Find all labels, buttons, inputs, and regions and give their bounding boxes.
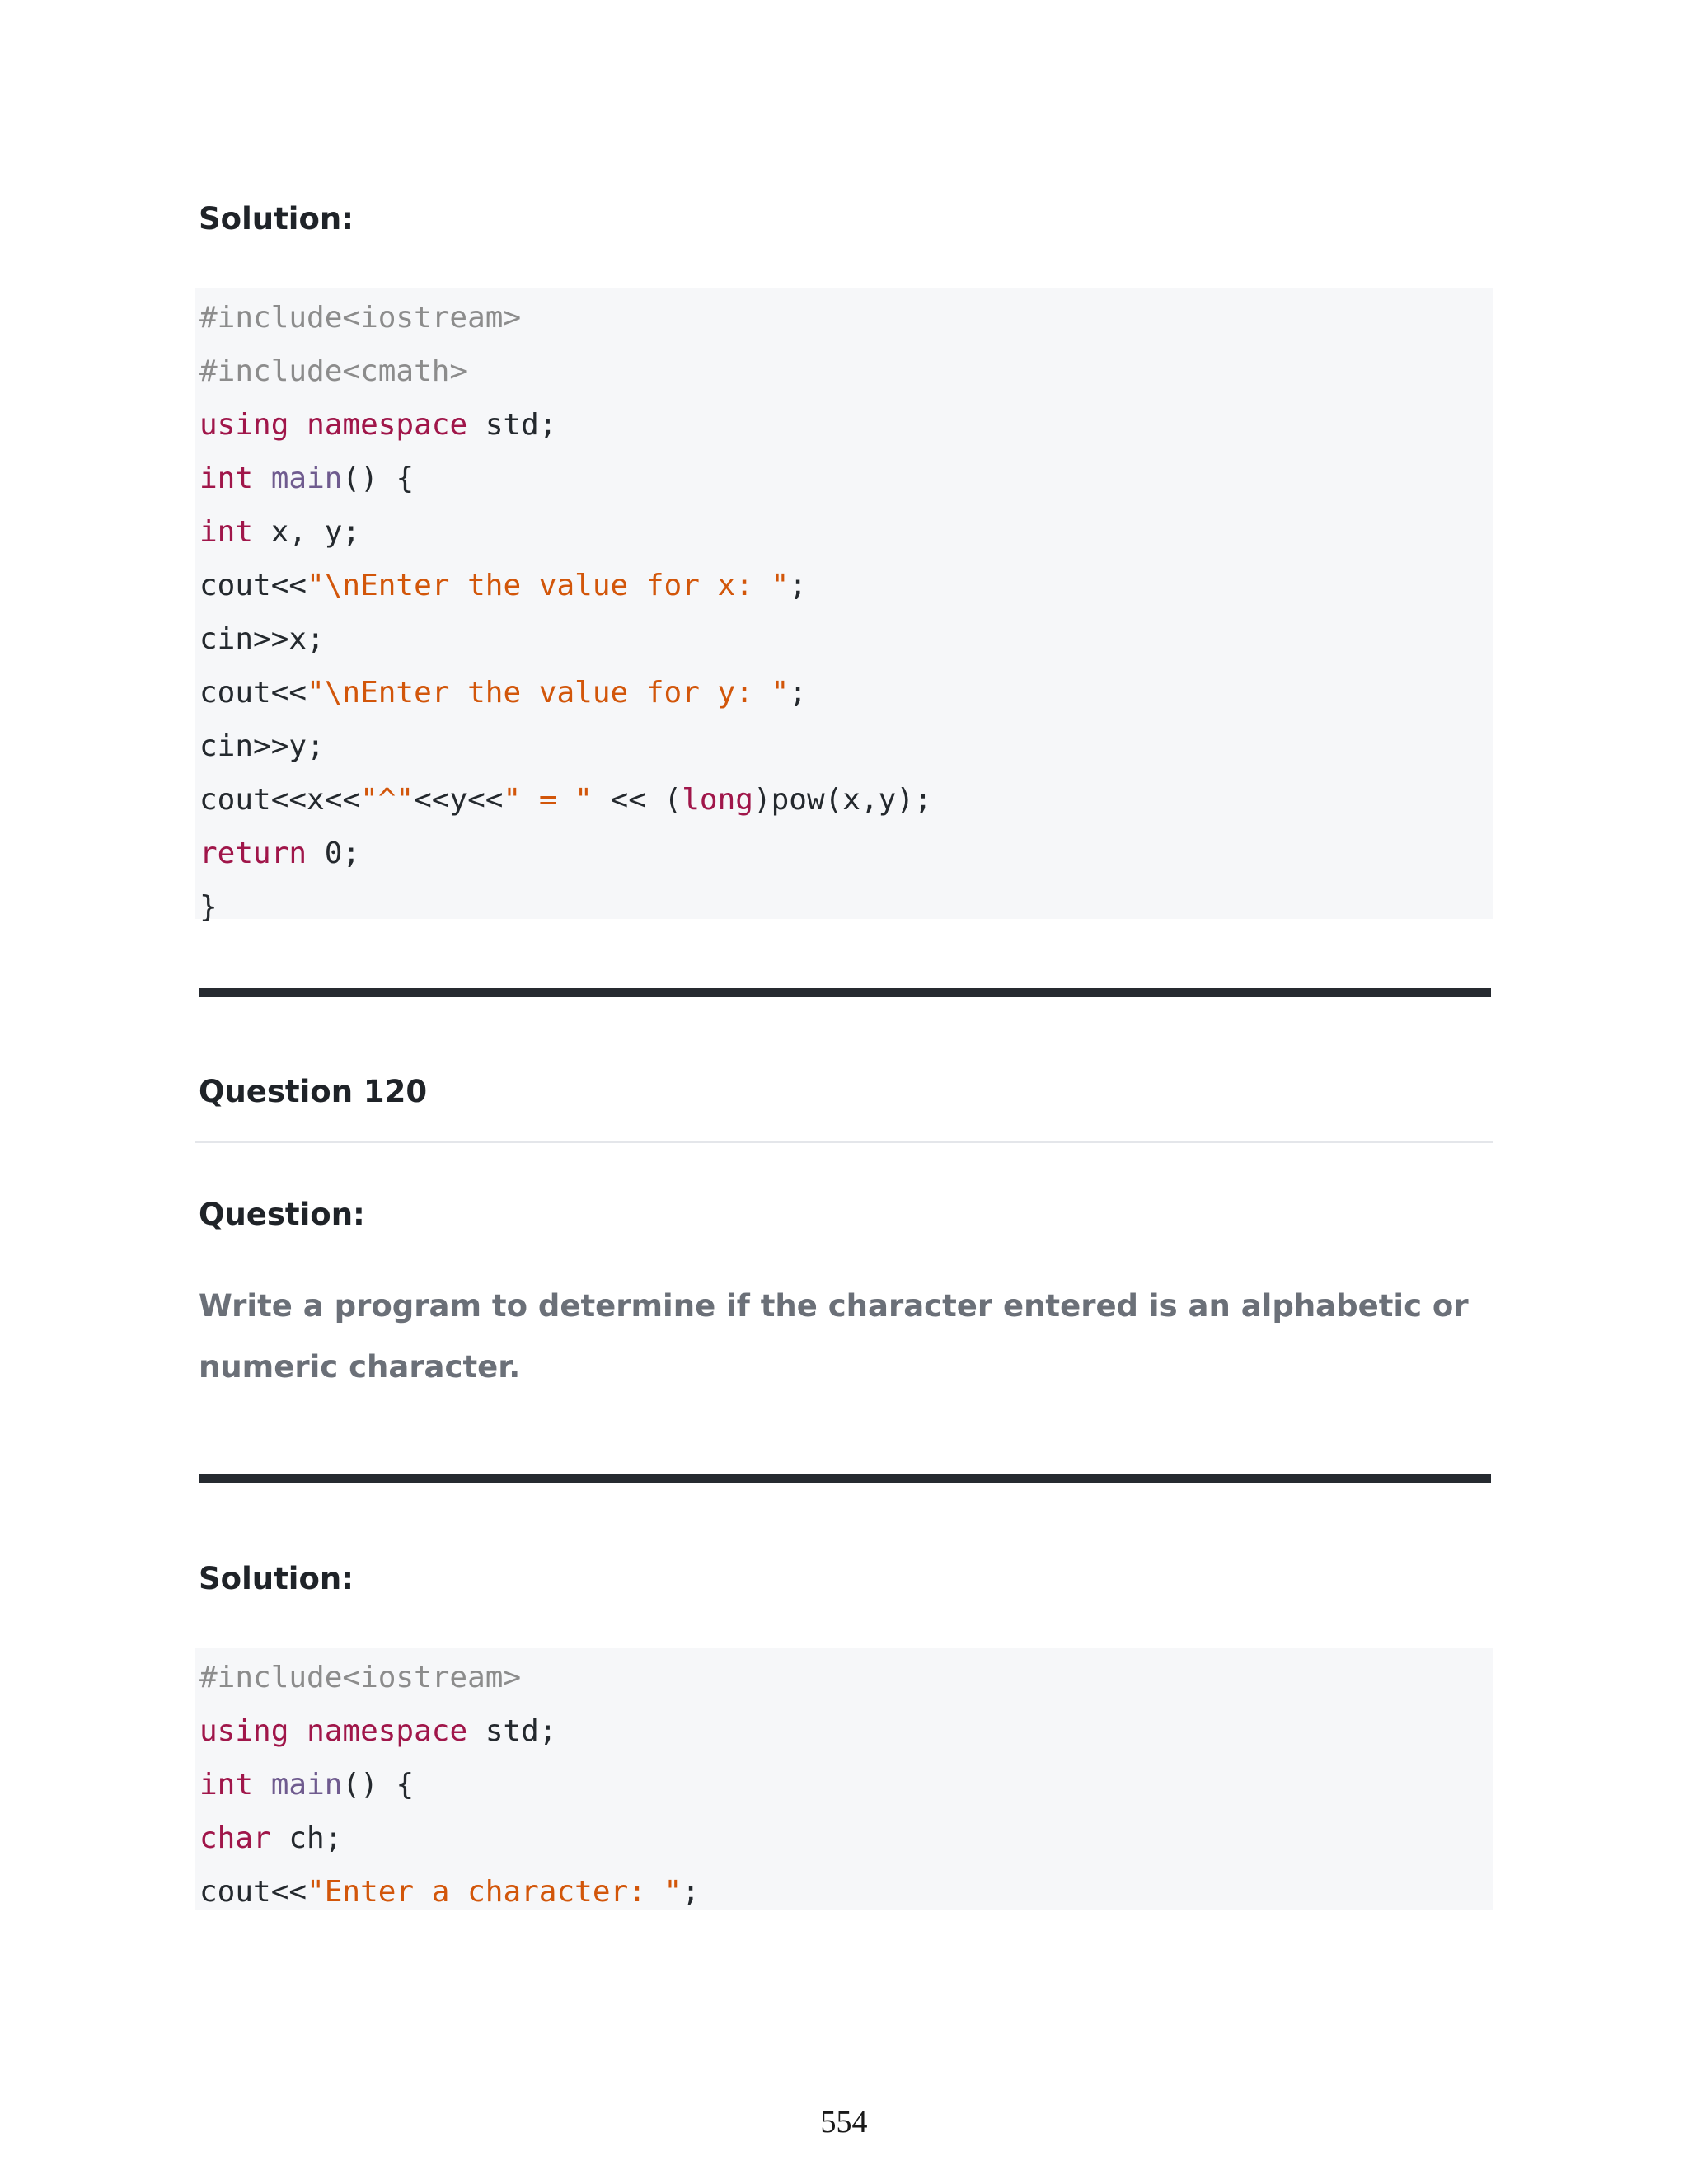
code-token: int: [199, 462, 254, 495]
code-token: int: [199, 1768, 254, 1802]
code-token: using: [199, 408, 289, 442]
solution-heading: Solution:: [199, 201, 354, 237]
code-line: [199, 1651, 1493, 1704]
code-token: std;: [467, 1714, 557, 1748]
code-token: "^": [360, 783, 415, 817]
code-line: [199, 719, 1493, 773]
code-token: main: [270, 1768, 343, 1802]
code-token: #include<iostream>: [199, 1661, 522, 1694]
solution-heading: Solution:: [199, 1561, 354, 1596]
question-number-heading: Question 120: [199, 1074, 428, 1109]
code-token: () {: [342, 1768, 415, 1802]
code-token: "\nEnter the value for y: ": [307, 676, 790, 710]
code-token: [253, 462, 271, 495]
code-token: [288, 1714, 307, 1748]
code-token: long: [682, 783, 753, 817]
code-token: #include<iostream>: [199, 301, 522, 335]
code-token: )pow(x,y);: [753, 783, 932, 817]
code-token: int: [199, 515, 254, 549]
code-token: cout<<: [199, 1875, 307, 1909]
code-line: [199, 559, 1493, 612]
code-token: #include<cmath>: [199, 354, 468, 388]
code-token: << (: [592, 783, 682, 817]
code-token: cout<<x<<: [199, 783, 361, 817]
code-line: [199, 291, 1493, 344]
code-line: [199, 1758, 1493, 1811]
code-line: [199, 505, 1493, 559]
code-token: ;: [682, 1875, 700, 1909]
code-line: [199, 398, 1493, 452]
code-token: [253, 1768, 271, 1802]
code-token: cout<<: [199, 676, 307, 710]
code-line: [199, 344, 1493, 398]
code-token: () {: [342, 462, 415, 495]
code-token: return: [199, 837, 307, 870]
code-line: [199, 1811, 1493, 1865]
code-token: ;: [789, 569, 807, 602]
code-line: [199, 1704, 1493, 1758]
code-token: <<y<<: [414, 783, 504, 817]
code-token: cout<<: [199, 569, 307, 602]
code-token: std;: [467, 408, 557, 442]
code-line: [199, 452, 1493, 505]
code-token: main: [270, 462, 343, 495]
code-token: namespace: [307, 1714, 468, 1748]
section-divider: [199, 1474, 1491, 1483]
code-token: ch;: [270, 1821, 343, 1855]
code-token: cin>>x;: [199, 622, 325, 656]
question-text: Write a program to determine if the character entered is an alphabetic or numeric character.: [199, 1288, 1469, 1385]
code-token: cin>>y;: [199, 729, 325, 763]
code-token: x, y;: [253, 515, 361, 549]
code-token: "Enter a character: ": [307, 1875, 682, 1909]
code-block: [195, 288, 1493, 924]
code-token: [288, 408, 307, 442]
code-line: [199, 827, 1493, 880]
question-label: Question:: [199, 1197, 365, 1232]
page-number: 554: [820, 2105, 868, 2139]
code-token: using: [199, 1714, 289, 1748]
code-token: " = ": [503, 783, 593, 817]
code-block: [195, 1648, 1493, 1910]
code-line: [199, 612, 1493, 666]
code-line: [199, 773, 1493, 827]
code-line: [199, 666, 1493, 719]
code-token: char: [199, 1821, 271, 1855]
code-token: ;: [789, 676, 807, 710]
code-line: [199, 880, 1493, 934]
code-token: 0;: [307, 837, 361, 870]
code-token: }: [199, 890, 218, 924]
section-divider: [199, 988, 1491, 997]
heading-underline: [195, 1141, 1493, 1143]
code-token: namespace: [307, 408, 468, 442]
code-line: [199, 1865, 1493, 1919]
code-token: "\nEnter the value for x: ": [307, 569, 790, 602]
